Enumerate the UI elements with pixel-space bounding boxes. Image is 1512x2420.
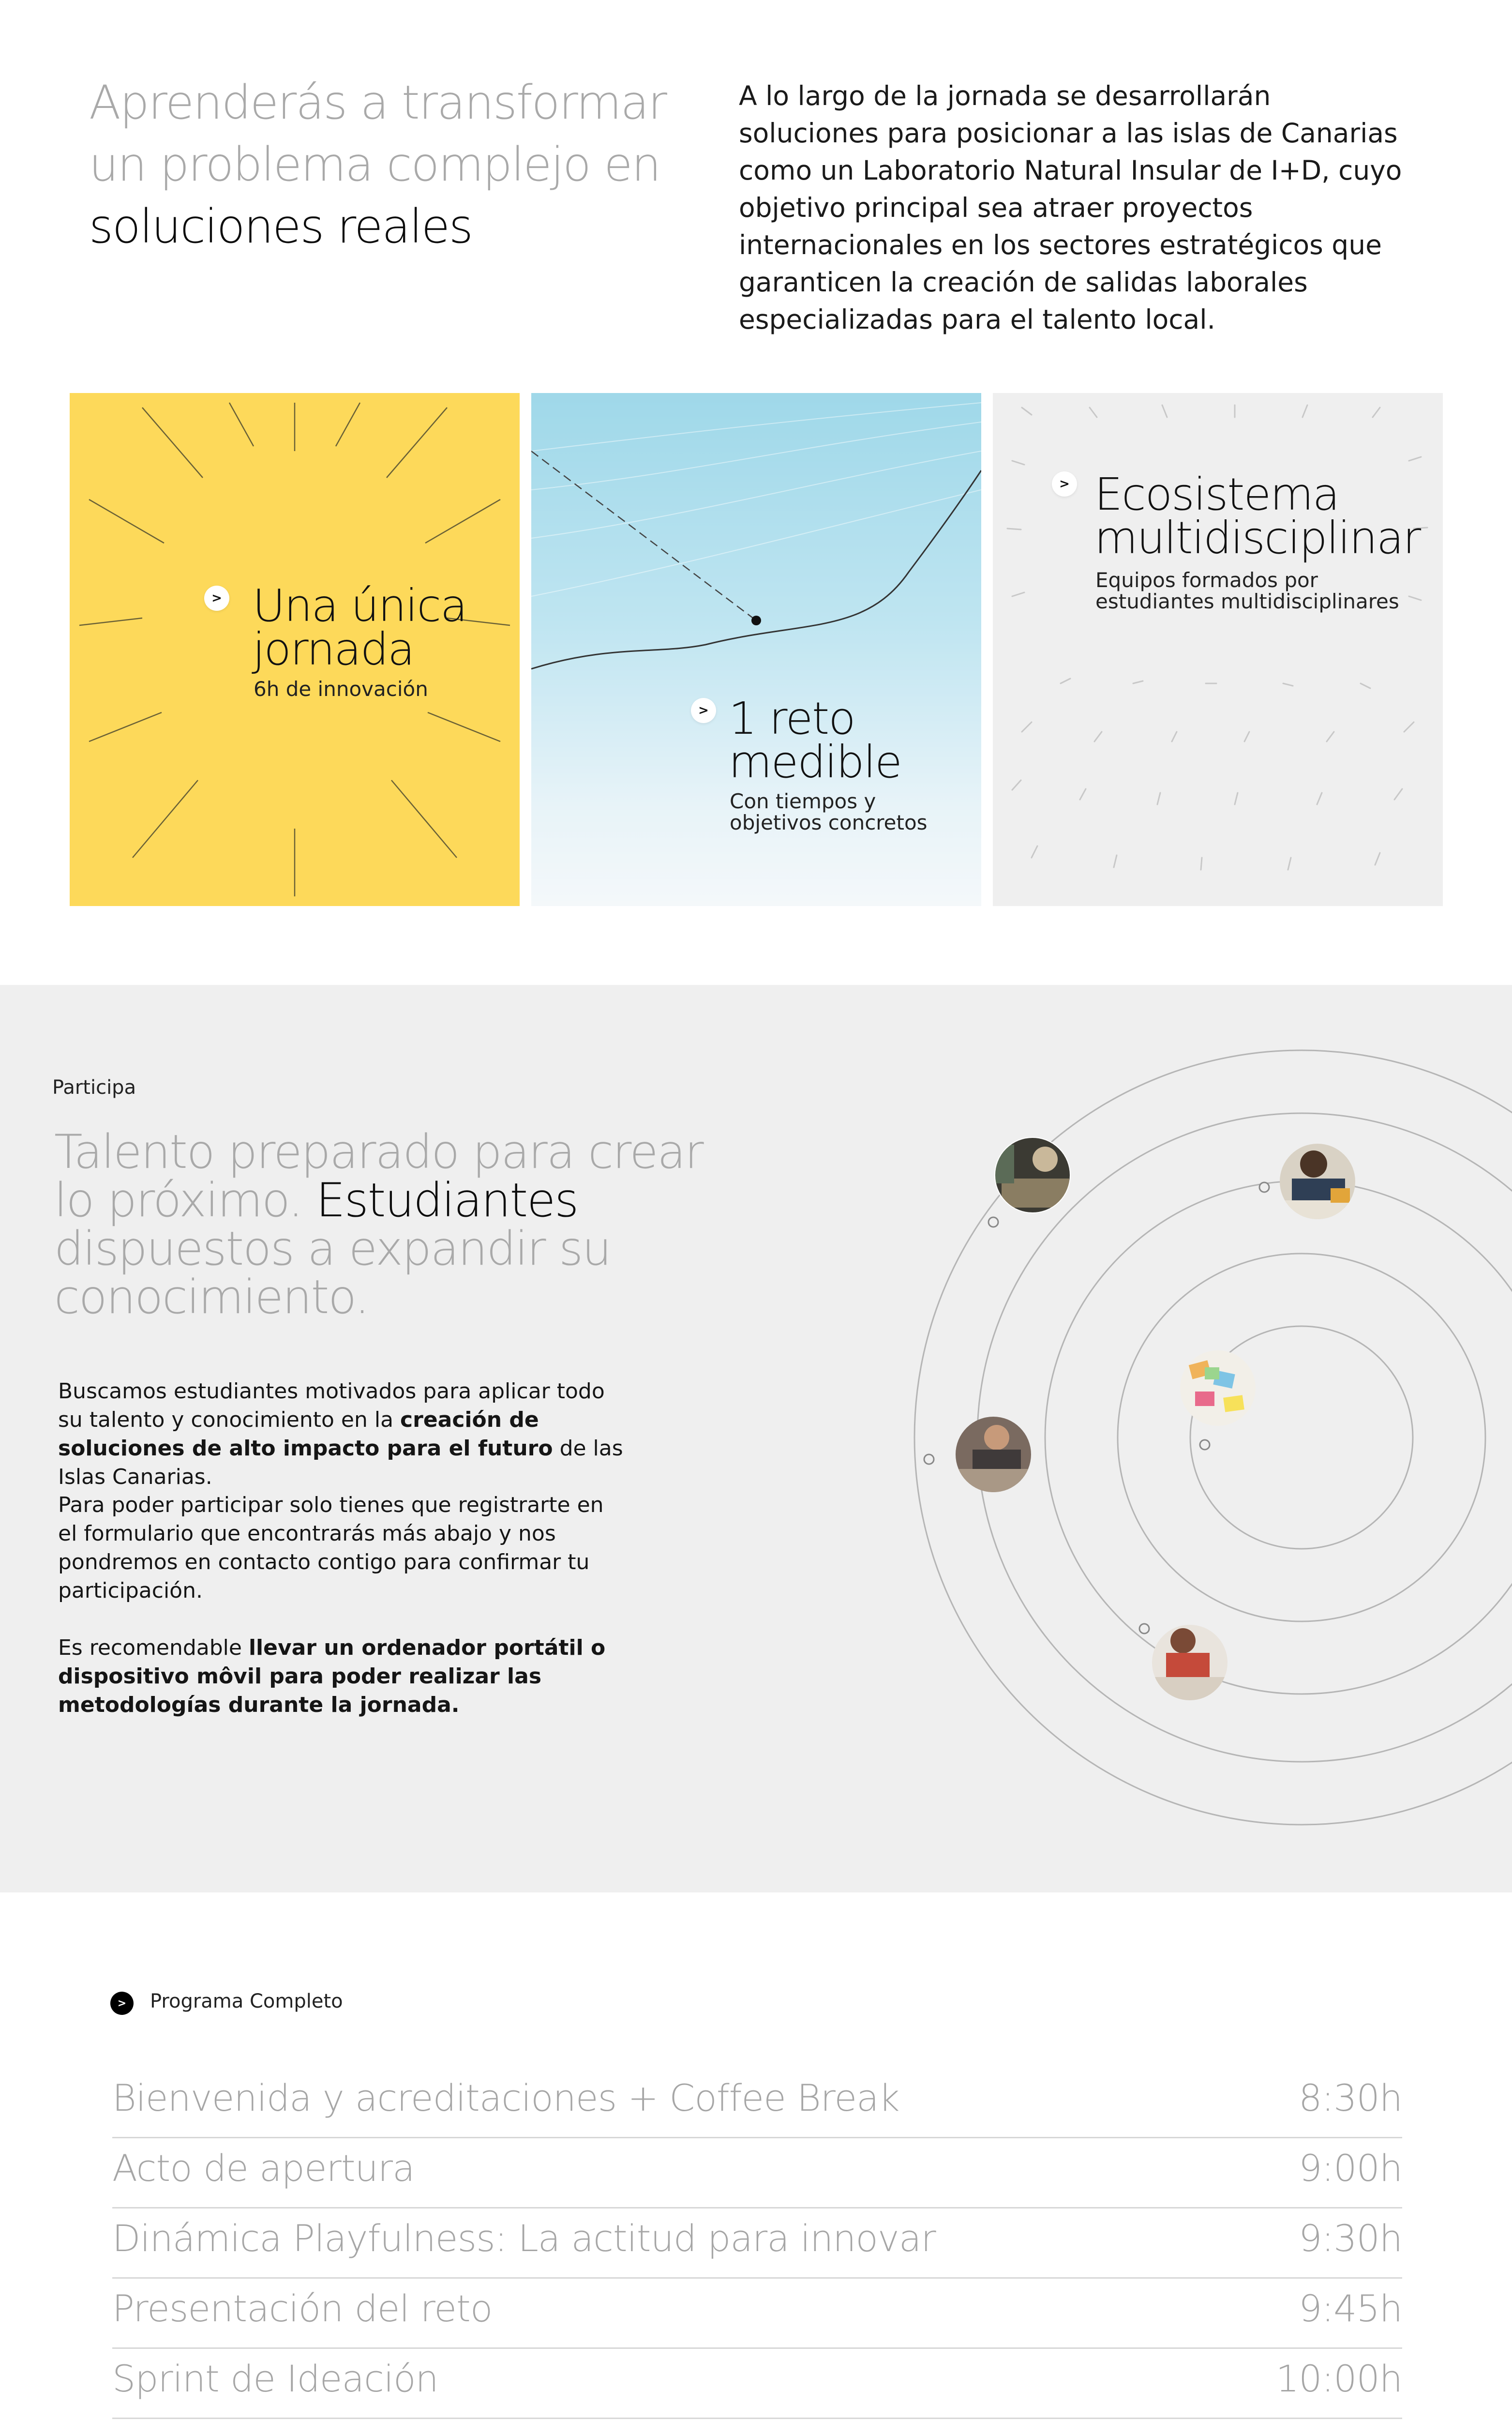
intro-title — [89, 72, 708, 257]
participant-photo — [1277, 1142, 1360, 1225]
participa-title — [54, 1125, 732, 1324]
card-title: Una única jornada — [253, 580, 467, 675]
intro-title-muted: Aprenderás a transformar un problema complejo en — [89, 76, 666, 192]
orbit-illustration — [905, 1033, 1512, 1827]
card-title: Ecosistema multidisciplinar — [1094, 469, 1421, 564]
participa-title-muted-2: dispuestos a expandir su conocimiento. — [54, 1222, 611, 1324]
program-label: Programa Completo — [150, 1990, 343, 2012]
schedule-item-name: Presentación del reto — [112, 2287, 493, 2330]
participant-photo — [1178, 1348, 1260, 1430]
chevron-right-icon: > — [1052, 471, 1077, 497]
schedule-item-time: 8:30h — [1299, 2076, 1402, 2119]
schedule-row — [112, 2287, 1402, 2330]
schedule-row — [112, 2357, 1402, 2400]
card-title: 1 reto medible — [729, 693, 901, 788]
participant-photo — [953, 1416, 1035, 1498]
participa-paragraph-3 — [58, 1634, 629, 1719]
feature-card-measurable-challenge — [531, 393, 981, 906]
card-subtitle: 6h de innovación — [254, 677, 428, 701]
divider — [112, 2137, 1402, 2138]
chevron-right-icon: > — [691, 698, 716, 723]
divider — [112, 2418, 1402, 2419]
feature-card-ecosystem — [993, 393, 1443, 906]
chevron-right-icon: > — [110, 1992, 134, 2015]
intro-title-highlight: soluciones reales — [89, 199, 472, 254]
schedule-item-time: 9:30h — [1299, 2217, 1402, 2260]
schedule-item-time: 10:00h — [1275, 2357, 1402, 2400]
schedule-item-name: Bienvenida y acreditaciones + Coffee Break — [112, 2076, 899, 2119]
schedule-row — [112, 2217, 1402, 2260]
schedule-item-name: Sprint de Ideación — [112, 2357, 438, 2400]
participa-title-highlight: Estudiantes — [316, 1173, 578, 1227]
p1-text-c: de las Islas Canarias. — [58, 1436, 623, 1489]
schedule-item-time: 9:00h — [1299, 2147, 1402, 2190]
participa-title-muted-1: Talento preparado para crear lo próximo. — [54, 1125, 703, 1227]
participa-paragraph-2: Para poder participar solo tienes que registrarte en el formulario que encontrarás más abajo y nos pondremos en contacto contigo para confirmar tu participación. — [58, 1493, 604, 1603]
schedule-row — [112, 2147, 1402, 2190]
participant-photo — [992, 1135, 1074, 1217]
schedule-item-time: 9:45h — [1299, 2287, 1402, 2330]
chevron-right-icon: > — [204, 586, 229, 611]
schedule-row — [112, 2076, 1402, 2119]
p3-text-bold: llevar un ordenador portátil o dispositivo môvil para poder realizar las metodologías durante la jornada. — [58, 1635, 606, 1717]
participa-paragraph-1 — [58, 1377, 629, 1491]
card-subtitle: Con tiempos y objetivos concretos — [730, 789, 928, 834]
intro-description: A lo largo de la jornada se desarrollarán soluciones para posicionar a las islas de Canarias como un Laboratorio Natural Insular de I+D, cuyo objetivo principal sea atraer proyectos internacionales en los sectores estratégicos que garanticen la creación de salidas laborales especializadas para el talento local. — [739, 80, 1402, 335]
p1-text-bold: creación de soluciones de alto impacto para el futuro — [58, 1407, 553, 1461]
participa-eyebrow: Participa — [52, 1076, 136, 1099]
feature-card-single-day — [70, 393, 520, 906]
schedule-item-name: Acto de apertura — [112, 2147, 415, 2190]
divider — [112, 2277, 1402, 2279]
card-subtitle: Equipos formados por estudiantes multidisciplinares — [1095, 568, 1399, 613]
participant-photo — [1149, 1624, 1231, 1706]
p1-text-a: Buscamos estudiantes motivados para aplicar todo su talento y conocimiento en la — [58, 1379, 605, 1432]
p3-text-a: Es recomendable — [58, 1635, 249, 1660]
divider — [112, 2347, 1402, 2349]
divider — [112, 2207, 1402, 2208]
schedule-item-name: Dinámica Playfulness: La actitud para innovar — [112, 2217, 936, 2260]
